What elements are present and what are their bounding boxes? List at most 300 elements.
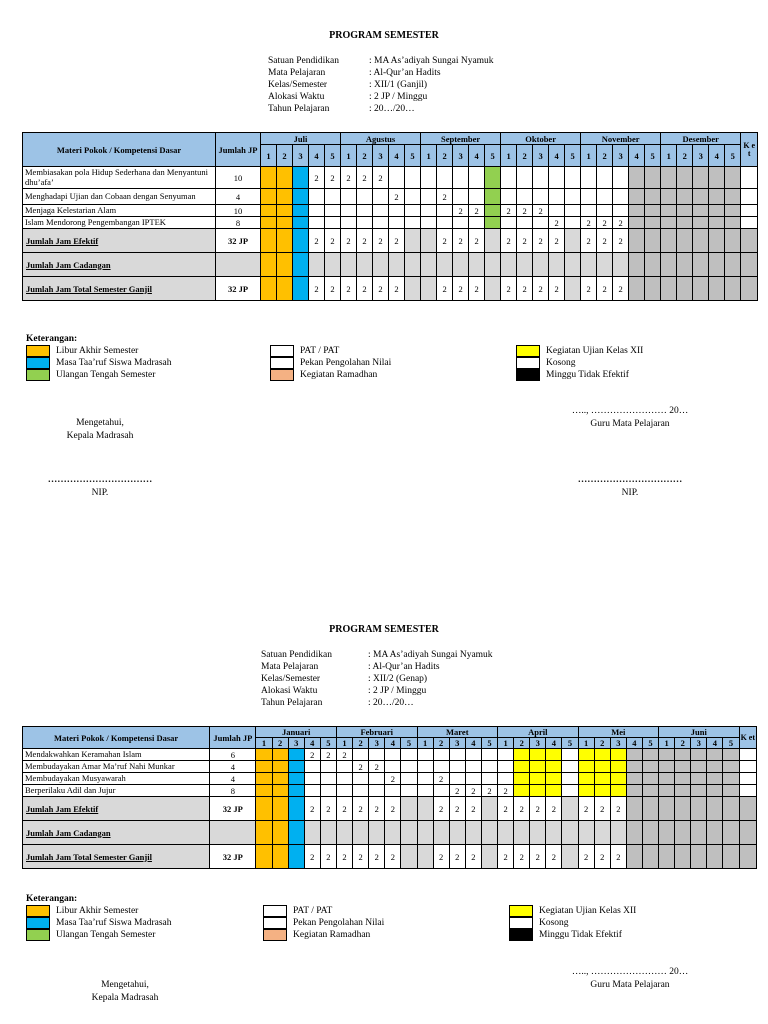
summary-cell: [659, 797, 675, 821]
summary-cell: 2: [389, 229, 405, 253]
ket-cell: [739, 845, 756, 869]
summary-cell: [357, 253, 373, 277]
summary-cell: 2: [369, 797, 385, 821]
summary-cell: [562, 797, 578, 821]
summary-jp: [210, 821, 256, 845]
week-cell: [389, 217, 405, 229]
legend-title: Keterangan:: [26, 334, 78, 344]
week-cell: [610, 773, 626, 785]
week-cell: [723, 761, 739, 773]
summary-cell: [272, 797, 288, 821]
summary-cell: 2: [385, 797, 401, 821]
week-cell: [277, 167, 293, 189]
summary-cell: [517, 253, 533, 277]
summary-row: [23, 253, 758, 277]
summary-cell: 2: [578, 797, 594, 821]
week-number: 1: [421, 145, 437, 167]
summary-cell: [597, 253, 613, 277]
week-cell: [385, 761, 401, 773]
week-cell: [517, 189, 533, 205]
summary-cell: 2: [533, 277, 549, 301]
week-cell: [546, 749, 562, 761]
ket-cell: [741, 205, 758, 217]
label-mapel: Mata Pelajaran: [261, 662, 319, 672]
week-cell: [675, 785, 691, 797]
summary-cell: [661, 253, 677, 277]
week-cell: [341, 189, 357, 205]
summary-label: Jumlah Jam Efektif: [23, 797, 210, 821]
week-cell: [597, 189, 613, 205]
week-cell: [661, 189, 677, 205]
week-cell: [626, 761, 642, 773]
summary-cell: [304, 821, 320, 845]
week-cell: [272, 749, 288, 761]
week-cell: 2: [449, 785, 465, 797]
week-number: 5: [405, 145, 421, 167]
month-header: Maret: [417, 727, 498, 738]
week-number: 2: [353, 738, 369, 749]
summary-cell: [723, 797, 739, 821]
summary-cell: 2: [469, 229, 485, 253]
week-cell: 2: [304, 749, 320, 761]
value-kelas: : XII/2 (Genap): [368, 674, 428, 684]
tidak-efektif-swatch-icon: [509, 929, 533, 941]
week-number: 5: [481, 738, 497, 749]
signature-kepala-sem2: [65, 979, 185, 1005]
summary-cell: 2: [325, 277, 341, 301]
week-cell: [401, 761, 417, 773]
week-cell: [725, 167, 741, 189]
summary-cell: [288, 797, 304, 821]
summary-cell: 2: [501, 229, 517, 253]
label-tahun: Tahun Pelajaran: [261, 698, 323, 708]
legend-pat: PAT / PAT: [293, 906, 333, 916]
table-row: [23, 785, 757, 797]
week-cell: [277, 217, 293, 229]
summary-cell: 2: [449, 845, 465, 869]
week-cell: [594, 749, 610, 761]
week-number: 5: [645, 145, 661, 167]
summary-cell: [709, 253, 725, 277]
week-number: 3: [373, 145, 389, 167]
summary-cell: [693, 253, 709, 277]
summary-cell: [691, 845, 707, 869]
week-cell: [677, 167, 693, 189]
week-cell: [465, 749, 481, 761]
legend-kosong: Kosong: [539, 918, 569, 928]
week-cell: [401, 749, 417, 761]
value-satuan: : MA As’adiyah Sungai Nyamuk: [369, 56, 494, 66]
summary-cell: 2: [453, 229, 469, 253]
summary-cell: [421, 277, 437, 301]
week-cell: [469, 189, 485, 205]
summary-cell: [481, 845, 497, 869]
week-cell: [417, 749, 433, 761]
week-cell: [293, 205, 309, 217]
ket-cell: [739, 773, 756, 785]
week-number: 3: [530, 738, 546, 749]
week-cell: [709, 167, 725, 189]
week-cell: [691, 773, 707, 785]
week-cell: [549, 189, 565, 205]
nip-label: NIP.: [621, 488, 639, 498]
week-cell: [707, 773, 723, 785]
summary-cell: [485, 277, 501, 301]
week-cell: [433, 749, 449, 761]
materi-cell: Islam Mendorong Pengembangan IPTEK: [23, 217, 216, 229]
summary-cell: 2: [517, 229, 533, 253]
summary-cell: [723, 821, 739, 845]
week-cell: 2: [533, 205, 549, 217]
summary-cell: [707, 797, 723, 821]
month-header: Juli: [261, 133, 341, 145]
week-cell: [405, 167, 421, 189]
week-cell: [691, 785, 707, 797]
summary-cell: [626, 821, 642, 845]
week-number: 2: [594, 738, 610, 749]
week-cell: 2: [549, 217, 565, 229]
week-cell: [645, 189, 661, 205]
summary-jp: 32 JP: [210, 797, 256, 821]
mengetahui-label: Mengetahui,: [101, 980, 149, 990]
materi-cell: Membudayakan Amar Ma’ruf Nahi Munkar: [23, 761, 210, 773]
week-cell: 2: [369, 761, 385, 773]
summary-cell: 2: [449, 797, 465, 821]
week-cell: [288, 761, 304, 773]
ket-cell: [741, 253, 758, 277]
week-cell: [659, 749, 675, 761]
summary-cell: [373, 253, 389, 277]
week-cell: [581, 167, 597, 189]
week-cell: [610, 785, 626, 797]
summary-cell: [481, 821, 497, 845]
summary-cell: 2: [437, 277, 453, 301]
week-number: 3: [533, 145, 549, 167]
week-cell: [465, 761, 481, 773]
week-cell: [514, 773, 530, 785]
week-cell: [336, 761, 352, 773]
week-cell: [629, 205, 645, 217]
summary-cell: 2: [465, 797, 481, 821]
week-cell: [642, 773, 658, 785]
summary-cell: [320, 821, 336, 845]
summary-cell: 2: [309, 277, 325, 301]
label-satuan: Satuan Pendidikan: [261, 650, 332, 660]
jp-cell: 10: [216, 167, 261, 189]
summary-cell: 2: [597, 229, 613, 253]
week-cell: [449, 773, 465, 785]
week-cell: [594, 785, 610, 797]
pekan-swatch-icon: [270, 357, 294, 369]
summary-cell: 2: [501, 277, 517, 301]
week-cell: [578, 761, 594, 773]
header-materi: Materi Pokok / Kompetensi Dasar: [23, 727, 210, 749]
summary-cell: [645, 229, 661, 253]
materi-cell: Mendakwahkan Keramahan Islam: [23, 749, 210, 761]
week-cell: [288, 773, 304, 785]
summary-cell: [594, 821, 610, 845]
week-cell: [597, 205, 613, 217]
month-header: September: [421, 133, 501, 145]
week-number: 2: [597, 145, 613, 167]
summary-cell: [256, 797, 272, 821]
week-cell: [725, 205, 741, 217]
table-row: [23, 189, 758, 205]
week-cell: [581, 189, 597, 205]
summary-cell: [325, 253, 341, 277]
week-cell: [353, 773, 369, 785]
summary-cell: 2: [304, 845, 320, 869]
week-number: 4: [709, 145, 725, 167]
week-cell: [613, 189, 629, 205]
libur-swatch-icon: [26, 345, 50, 357]
week-number: 1: [501, 145, 517, 167]
summary-cell: [626, 845, 642, 869]
legend-sem1: [26, 333, 746, 381]
week-cell: [277, 189, 293, 205]
week-cell: [581, 205, 597, 217]
week-cell: [565, 167, 581, 189]
week-cell: [353, 749, 369, 761]
week-cell: [562, 761, 578, 773]
week-cell: [645, 167, 661, 189]
legend-mpls: Masa Taa’ruf Siswa Madrasah: [56, 918, 172, 928]
week-cell: 2: [498, 785, 514, 797]
summary-cell: 2: [610, 845, 626, 869]
week-cell: [288, 785, 304, 797]
week-cell: [261, 167, 277, 189]
summary-cell: 2: [613, 277, 629, 301]
week-number: 5: [320, 738, 336, 749]
summary-row: [23, 229, 758, 253]
week-cell: [549, 205, 565, 217]
guru-label: Guru Mata Pelajaran: [590, 980, 670, 990]
summary-cell: [562, 821, 578, 845]
week-cell: [401, 785, 417, 797]
header-ket: K et: [739, 727, 756, 749]
summary-cell: 2: [325, 229, 341, 253]
summary-cell: 2: [336, 845, 352, 869]
week-cell: [675, 773, 691, 785]
kepala-label: Kepala Madrasah: [66, 431, 134, 441]
summary-jp: 32 JP: [216, 229, 261, 253]
summary-cell: [293, 277, 309, 301]
week-number: 2: [433, 738, 449, 749]
summary-cell: [642, 797, 658, 821]
legend-libur: Libur Akhir Semester: [56, 906, 139, 916]
week-cell: [546, 773, 562, 785]
week-cell: [437, 205, 453, 217]
value-alokasi: : 2 JP / Minggu: [368, 686, 427, 696]
label-kelas: Kelas/Semester: [261, 674, 321, 684]
header-jumlah: Jumlah JP: [216, 133, 261, 167]
summary-cell: 2: [353, 845, 369, 869]
summary-cell: 2: [320, 797, 336, 821]
week-cell: [417, 785, 433, 797]
week-cell: [325, 205, 341, 217]
legend-ujian: Kegiatan Ujian Kelas XII: [546, 346, 644, 356]
summary-row: [23, 797, 757, 821]
summary-cell: 2: [578, 845, 594, 869]
uts-swatch-icon: [26, 929, 50, 941]
week-number: 4: [385, 738, 401, 749]
week-cell: 2: [453, 205, 469, 217]
legend-pekan: Pekan Pengolahan Nilai: [300, 358, 392, 368]
label-tahun: Tahun Pelajaran: [268, 104, 330, 114]
summary-cell: 2: [369, 845, 385, 869]
summary-cell: [565, 253, 581, 277]
week-cell: [530, 785, 546, 797]
week-cell: [449, 749, 465, 761]
materi-cell: Berperilaku Adil dan Jujur: [23, 785, 210, 797]
summary-cell: 2: [613, 229, 629, 253]
week-cell: [481, 749, 497, 761]
week-cell: [549, 167, 565, 189]
week-cell: 2: [373, 167, 389, 189]
value-tahun: : 20…/20…: [368, 698, 414, 708]
summary-cell: [401, 845, 417, 869]
week-cell: 2: [325, 167, 341, 189]
ket-cell: [741, 189, 758, 205]
legend-ujian: Kegiatan Ujian Kelas XII: [539, 906, 637, 916]
summary-cell: [288, 845, 304, 869]
week-cell: [533, 217, 549, 229]
week-cell: [417, 773, 433, 785]
jp-cell: 8: [216, 217, 261, 229]
signature-kepala-sem1: [40, 417, 160, 443]
week-cell: [675, 749, 691, 761]
summary-cell: [514, 821, 530, 845]
summary-cell: [691, 821, 707, 845]
summary-cell: [629, 277, 645, 301]
summary-cell: [501, 253, 517, 277]
week-number: 1: [581, 145, 597, 167]
week-cell: [401, 773, 417, 785]
summary-cell: [277, 277, 293, 301]
summary-cell: [272, 845, 288, 869]
value-kelas: : XII/1 (Ganjil): [369, 80, 428, 90]
summary-cell: [659, 821, 675, 845]
week-number: 4: [309, 145, 325, 167]
table-row: [23, 749, 757, 761]
uts-swatch-icon: [26, 369, 50, 381]
week-cell: [369, 773, 385, 785]
summary-cell: [421, 229, 437, 253]
week-cell: [485, 167, 501, 189]
week-cell: [517, 167, 533, 189]
summary-cell: [707, 845, 723, 869]
label-alokasi: Alokasi Waktu: [268, 92, 325, 102]
week-cell: [449, 761, 465, 773]
week-cell: [304, 761, 320, 773]
week-cell: [320, 785, 336, 797]
week-cell: [707, 749, 723, 761]
week-cell: [565, 217, 581, 229]
nip-kepala-sem1: [40, 474, 160, 500]
ket-cell: [739, 797, 756, 821]
summary-cell: [677, 229, 693, 253]
summary-cell: 2: [336, 797, 352, 821]
week-cell: [485, 217, 501, 229]
week-number: 2: [272, 738, 288, 749]
summary-cell: [645, 277, 661, 301]
value-mapel: : Al-Qur’an Hadits: [368, 662, 440, 672]
nip-label: NIP.: [91, 488, 109, 498]
label-satuan: Satuan Pendidikan: [268, 56, 339, 66]
week-cell: [707, 761, 723, 773]
summary-cell: [353, 821, 369, 845]
week-cell: [709, 189, 725, 205]
summary-cell: 2: [610, 797, 626, 821]
week-cell: [691, 761, 707, 773]
week-cell: [642, 785, 658, 797]
week-cell: [261, 217, 277, 229]
summary-cell: [277, 229, 293, 253]
week-cell: 2: [437, 189, 453, 205]
summary-cell: [417, 797, 433, 821]
week-cell: [336, 773, 352, 785]
week-cell: [369, 749, 385, 761]
week-cell: [320, 761, 336, 773]
month-header: November: [581, 133, 661, 145]
week-number: 1: [498, 738, 514, 749]
week-cell: [530, 749, 546, 761]
week-cell: [437, 217, 453, 229]
guru-label: Guru Mata Pelajaran: [590, 419, 670, 429]
legend-pekan: Pekan Pengolahan Nilai: [293, 918, 385, 928]
week-number: 3: [693, 145, 709, 167]
info-block-sem1: [268, 55, 494, 115]
week-number: 5: [565, 145, 581, 167]
mpls-swatch-icon: [26, 917, 50, 929]
week-cell: [533, 189, 549, 205]
week-cell: [514, 761, 530, 773]
pat-swatch-icon: [263, 905, 287, 917]
summary-cell: [261, 229, 277, 253]
kepala-label: Kepala Madrasah: [91, 993, 159, 1003]
week-cell: 2: [320, 749, 336, 761]
header-jumlah: Jumlah JP: [210, 727, 256, 749]
week-number: 4: [389, 145, 405, 167]
label-alokasi: Alokasi Waktu: [261, 686, 318, 696]
summary-cell: [389, 253, 405, 277]
week-cell: [693, 217, 709, 229]
jp-cell: 6: [210, 749, 256, 761]
summary-cell: [288, 821, 304, 845]
week-cell: [578, 773, 594, 785]
jp-cell: 4: [210, 773, 256, 785]
week-cell: [546, 785, 562, 797]
summary-cell: [465, 821, 481, 845]
week-cell: [514, 785, 530, 797]
week-cell: [565, 189, 581, 205]
week-cell: [309, 189, 325, 205]
week-cell: [293, 189, 309, 205]
week-cell: 2: [385, 773, 401, 785]
ujian-swatch-icon: [516, 345, 540, 357]
week-number: 5: [485, 145, 501, 167]
week-cell: 2: [469, 205, 485, 217]
week-cell: [675, 761, 691, 773]
week-cell: [421, 205, 437, 217]
week-number: 5: [401, 738, 417, 749]
week-cell: [501, 167, 517, 189]
week-number: 1: [261, 145, 277, 167]
week-cell: [453, 189, 469, 205]
week-cell: 2: [517, 205, 533, 217]
week-cell: [309, 217, 325, 229]
week-cell: [709, 205, 725, 217]
